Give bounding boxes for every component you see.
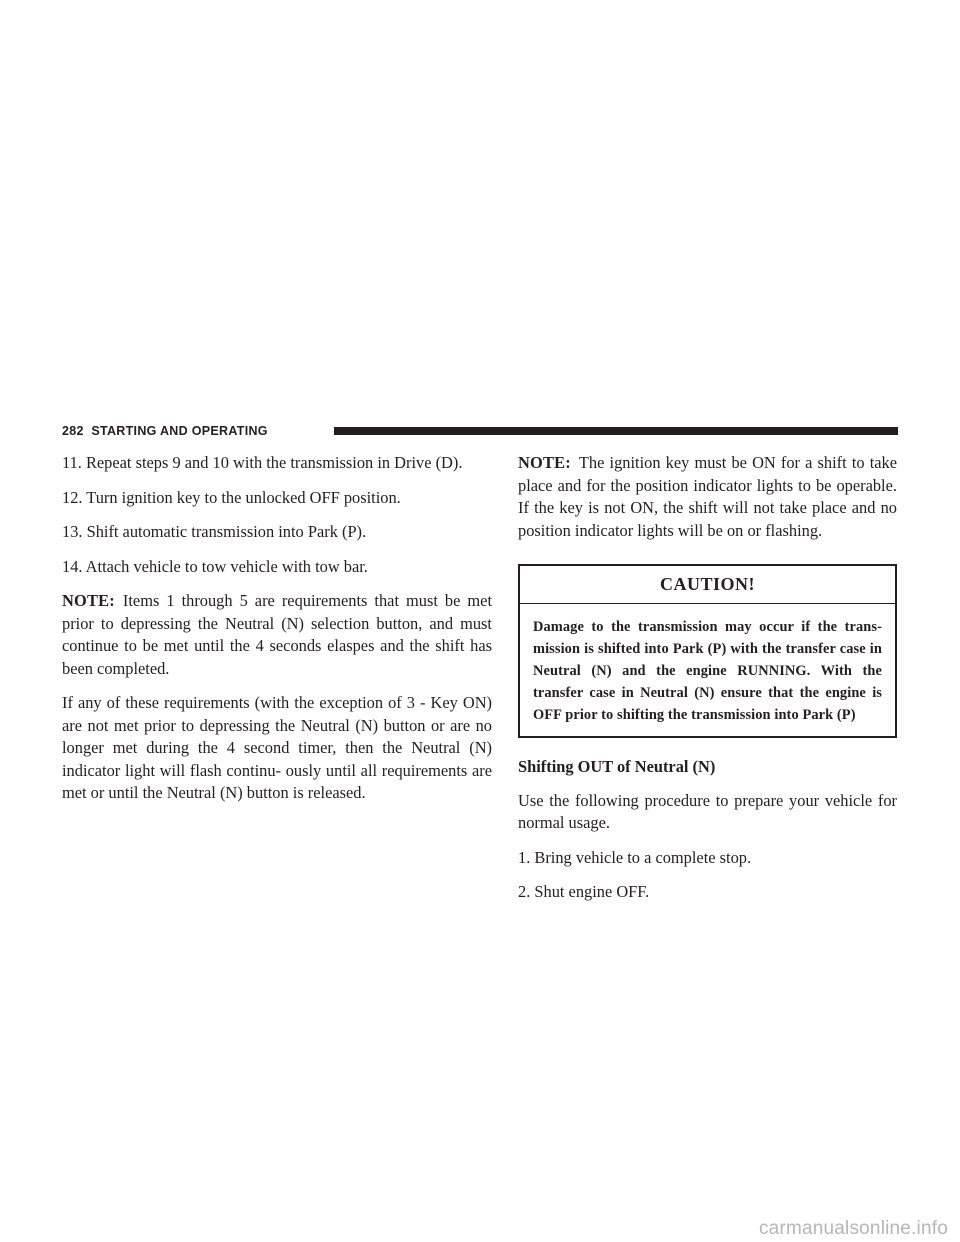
section-subheading: Shifting OUT of Neutral (N) [518,756,716,776]
note-requirements [62,590,492,680]
caution-body: Damage to the transmission may occur if the trans- mission is shifted into Park (P) with the transfer case in Neutral (N) and the engine RUNNING. With the transfer case in Neutral (N) ensure that the engine is OFF prior to shifting the transmission into Park (P) [533,618,882,723]
section-title: STARTING AND OPERATING [91,424,268,438]
caution-box [518,564,897,738]
watermark: carmanualsonline.info [758,1218,948,1239]
step-11: 11. Repeat steps 9 and 10 with the transmission in Drive (D). [62,453,463,472]
note-text: Items 1 through 5 are requirements that must be met prior to depressing the Neutral (N) selection button, and must continue to be met until the 4 seconds elaspes and the shift has been completed. [62,591,492,678]
page-number: 282 [62,424,84,438]
note-label: NOTE: [518,453,571,472]
intro-paragraph: Use the following procedure to prepare your vehicle for normal usage. [518,790,897,832]
requirements-paragraph: If any of these requirements (with the exception of 3 - Key ON) are not met prior to depressing the Neutral (N) button or are no longer met during the 4 second timer, then the Neutral (N) indicator light will flash continu- ously until all requirements are met or until the Neutral (N) button is released. [62,693,492,802]
note-ignition [518,452,897,542]
left-column [62,452,492,817]
step-12: 12. Turn ignition key to the unlocked OFF position. [62,487,401,507]
page-header [62,422,898,440]
step-2: 2. Shut engine OFF. [518,882,650,901]
step-1: 1. Bring vehicle to a complete stop. [518,847,752,867]
note-text: The ignition key must be ON for a shift to take place and for the position indicator lights to be operable. If the key is not ON, the shift will not take place and no position indicator lights will be on or flashing. [518,453,897,540]
step-14: 14. Attach vehicle to tow vehicle with tow bar. [62,556,368,576]
note-label: NOTE: [62,591,115,610]
step-13: 13. Shift automatic transmission into Park (P). [62,522,367,541]
page-header-text [62,422,268,440]
right-column [518,452,897,916]
caution-title: CAUTION! [520,566,895,604]
header-rule [334,427,898,435]
